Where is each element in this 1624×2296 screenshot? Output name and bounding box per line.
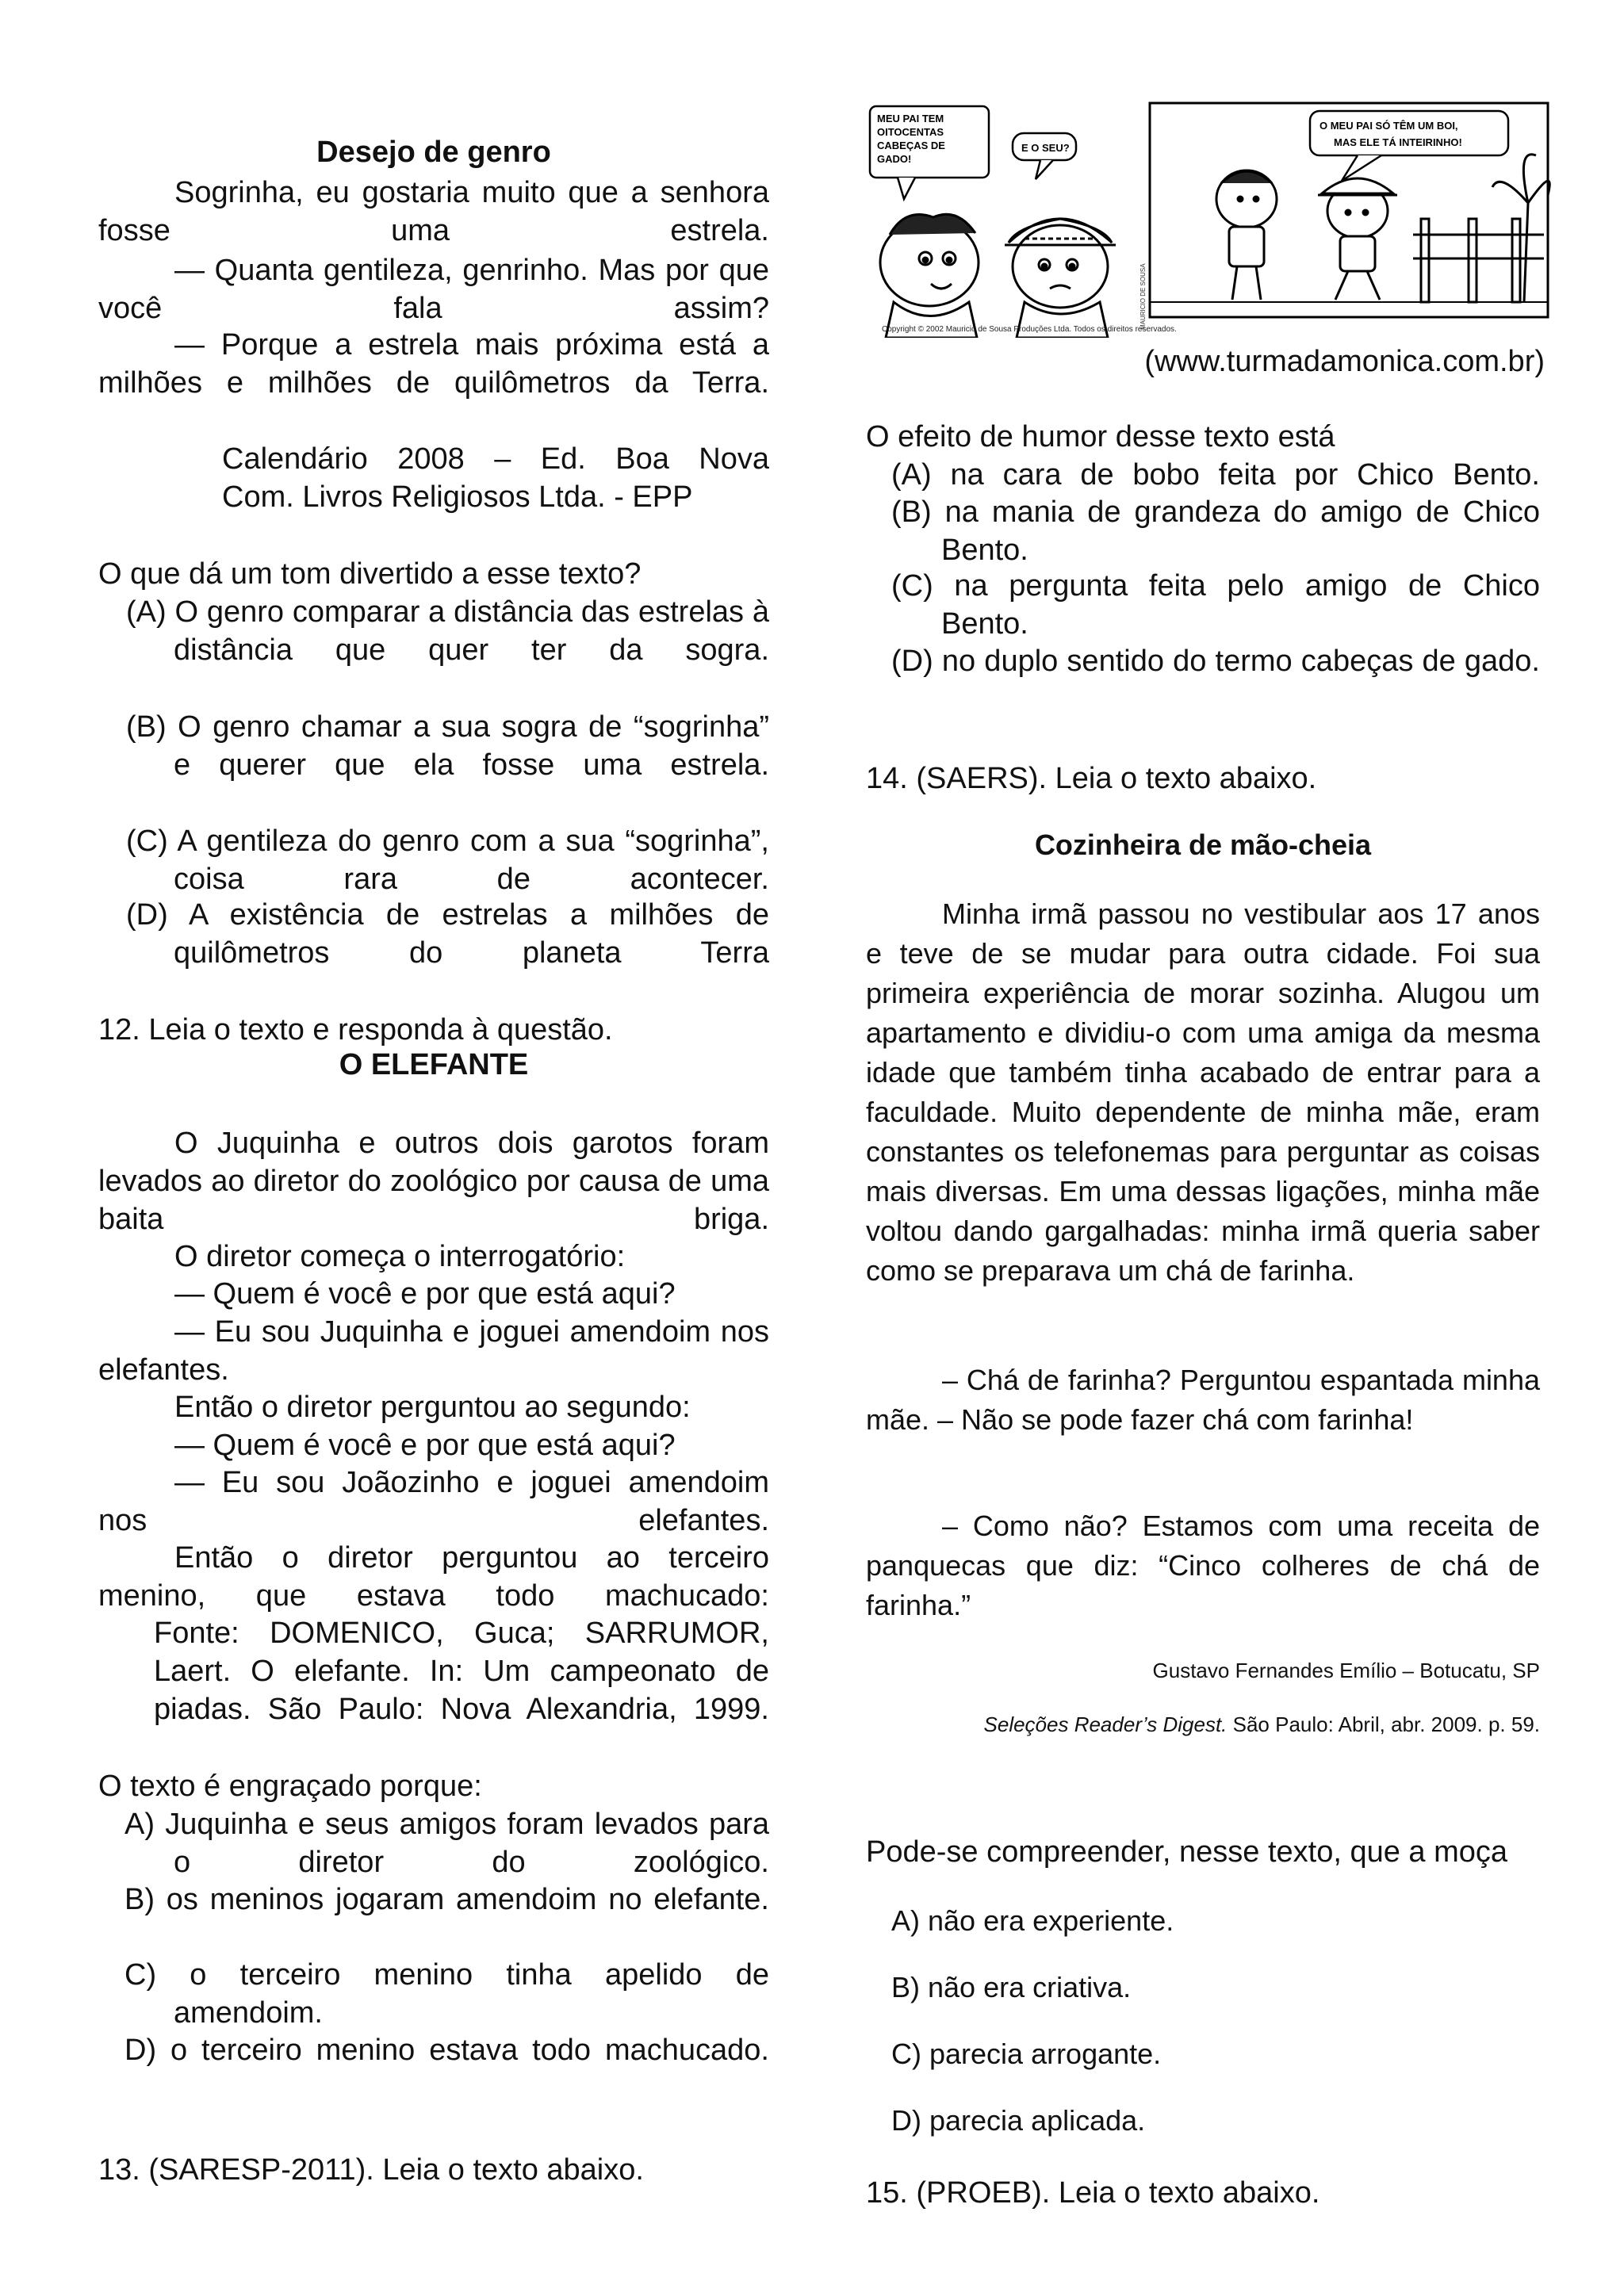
q15-heading: 15. (PROEB). Leia o texto abaixo.	[866, 2176, 1320, 2210]
q14-paragraph-1: Minha irmã passou no vestibular aos 17 anos e teve de se mudar para outra cidade. Foi sua primeira experiência de morar sozinha. Alugou um apartamento e dividiu-o com uma amiga da mesma idade que também tinha acabado de entrar para a faculdade. Muito dependente de minha mãe, eram constantes os telefonemas para perguntar as coisas mais diversas. Em uma dessas ligações, minha mãe voltou dando gargalhadas: minha irmã queria saber como se preparava um chá de farinha.	[866, 897, 1540, 1287]
q14-publication	[866, 1711, 1540, 1738]
q12-title: O ELEFANTE	[339, 1048, 529, 1081]
q14-option-a: A) não era experiente.	[891, 1904, 1174, 1937]
balloon-1-line-3: CABEÇAS DE	[877, 140, 945, 151]
q11-title: Desejo de genro	[316, 136, 551, 169]
character-friend	[880, 214, 979, 338]
character-chico-bento	[1005, 219, 1116, 338]
q11-source-line-2: Com. Livros Religiosos Ltda. - EPP	[222, 480, 693, 514]
q11-question: O que dá um tom divertido a esse texto?	[98, 557, 642, 591]
comic-source: (www.turmadamonica.com.br)	[1144, 345, 1545, 378]
q12-paragraph-8: Então o diretor perguntou ao terceiro menino, que estava todo machucado:	[98, 1541, 769, 1613]
q13-heading: 13. (SARESP-2011). Leia o texto abaixo.	[98, 2153, 644, 2187]
q14-option-d: D) parecia aplicada.	[891, 2104, 1146, 2137]
q11-option-a: (A) O genro comparar a distância das estrelas à distância que quer ter da sogra.	[126, 595, 769, 667]
comic-strip	[866, 100, 1553, 338]
balloon-3-line-2: MAS ELE TÁ INTEIRINHO!	[1334, 136, 1462, 148]
q13-option-d: (D) no duplo sentido do termo cabeças de gado.	[891, 645, 1540, 678]
balloon-3-line-1: O MEU PAI SÓ TÊM UM BOI,	[1320, 120, 1458, 132]
q12-paragraph-4: — Eu sou Juquinha e joguei amendoim nos elefantes.	[98, 1315, 769, 1387]
q11-source-line-1: Calendário 2008 – Ed. Boa Nova	[222, 442, 769, 476]
q13-option-b: (B) na mania de grandeza do amigo de Chico Bento.	[891, 496, 1540, 567]
comic-panel-2	[1150, 103, 1549, 317]
q12-paragraph-6: — Quem é você e por que está aqui?	[174, 1429, 676, 1462]
q13-question: O efeito de humor desse texto está	[866, 420, 1335, 453]
q13-option-c: (C) na pergunta feita pelo amigo de Chico Bento.	[891, 569, 1540, 641]
q12-paragraph-5: Então o diretor perguntou ao segundo:	[174, 1391, 691, 1424]
q12-source	[114, 1614, 769, 1728]
q12-option-a: A) Juquinha e seus amigos foram levados para o diretor do zoológico.	[124, 1808, 769, 1879]
q14-title: Cozinheira de mão-cheia	[1034, 828, 1372, 861]
q12-source-text: Fonte: DOMENICO, Guca; SARRUMOR, Laert. O elefante. In: Um campeonato de piadas. São Paulo: Nova Alexandria, 1999.	[154, 1617, 769, 1726]
comic-panel-1	[870, 106, 1147, 338]
q11-option-b: (B) O genro chamar a sua sogra de “sogrinha” e querer que ela fosse uma estrela.	[126, 710, 769, 782]
q12-paragraph-3: — Quem é você e por que está aqui?	[174, 1277, 676, 1311]
q12-question: O texto é engraçado porque:	[98, 1770, 482, 1803]
balloon-1-line-1: MEU PAI TEM	[877, 113, 944, 124]
q14-publication-title: Seleções Reader’s Digest.	[983, 1712, 1228, 1736]
comic-copyright: Copyright © 2002 Mauricio de Sousa Produções Ltda. Todos os direitos reservados.	[882, 325, 1177, 334]
q12-paragraph-2: O diretor começa o interrogatório:	[174, 1240, 626, 1273]
balloon-2-text: E O SEU?	[1021, 142, 1070, 154]
q13-option-a: (A) na cara de bobo feita por Chico Bento.	[891, 458, 1540, 492]
q12-option-b: B) os meninos jogaram amendoim no elefante.	[124, 1883, 769, 1916]
q14-paragraph-3: – Como não? Estamos com uma receita de panquecas que diz: “Cinco colheres de chá de farinha.”	[866, 1510, 1540, 1621]
q12-paragraph-1: O Juquinha e outros dois garotos foram levados ao diretor do zoológico por causa de uma baita briga.	[98, 1127, 769, 1236]
balloon-1-line-2: OITOCENTAS	[877, 126, 944, 138]
q14-paragraph-2: – Chá de farinha? Perguntou espantada minha mãe. – Não se pode fazer chá com farinha!	[866, 1364, 1540, 1436]
q14-heading: 14. (SAERS). Leia o texto abaixo.	[866, 762, 1317, 795]
q14-option-c: C) parecia arrogante.	[891, 2038, 1162, 2070]
q11-paragraph-1: Sogrinha, eu gostaria muito que a senhora fosse uma estrela.	[98, 176, 769, 247]
q11-paragraph-2: — Quanta gentileza, genrinho. Mas por que você fala assim?	[98, 254, 769, 325]
svg-text:MAURICIO DE SOUSA: MAURICIO DE SOUSA	[1139, 263, 1147, 330]
q14-author: Gustavo Fernandes Emílio – Botucatu, SP	[1152, 1659, 1540, 1682]
q12-option-d: D) o terceiro menino estava todo machucado.	[124, 2034, 769, 2067]
q12-paragraph-7: — Eu sou Joãozinho e joguei amendoim nos elefantes.	[98, 1466, 769, 1537]
q11-option-c: (C) A gentileza do genro com a sua “sogrinha”, coisa rara de acontecer.	[126, 825, 769, 896]
q14-option-b: B) não era criativa.	[891, 1971, 1132, 2003]
balloon-1-line-4: GADO!	[877, 153, 912, 165]
q12-heading: 12. Leia o texto e responda à questão.	[98, 1013, 613, 1047]
q11-paragraph-3: — Porque a estrela mais próxima está a milhões e milhões de quilômetros da Terra.	[98, 328, 769, 400]
q14-publication-details: São Paulo: Abril, abr. 2009. p. 59.	[1227, 1712, 1540, 1736]
q14-question: Pode-se compreender, nesse texto, que a moça	[866, 1835, 1508, 1869]
q12-option-c: C) o terceiro menino tinha apelido de amendoim.	[124, 1958, 769, 2030]
q11-option-d: (D) A existência de estrelas a milhões de quilômetros do planeta Terra	[126, 898, 769, 970]
